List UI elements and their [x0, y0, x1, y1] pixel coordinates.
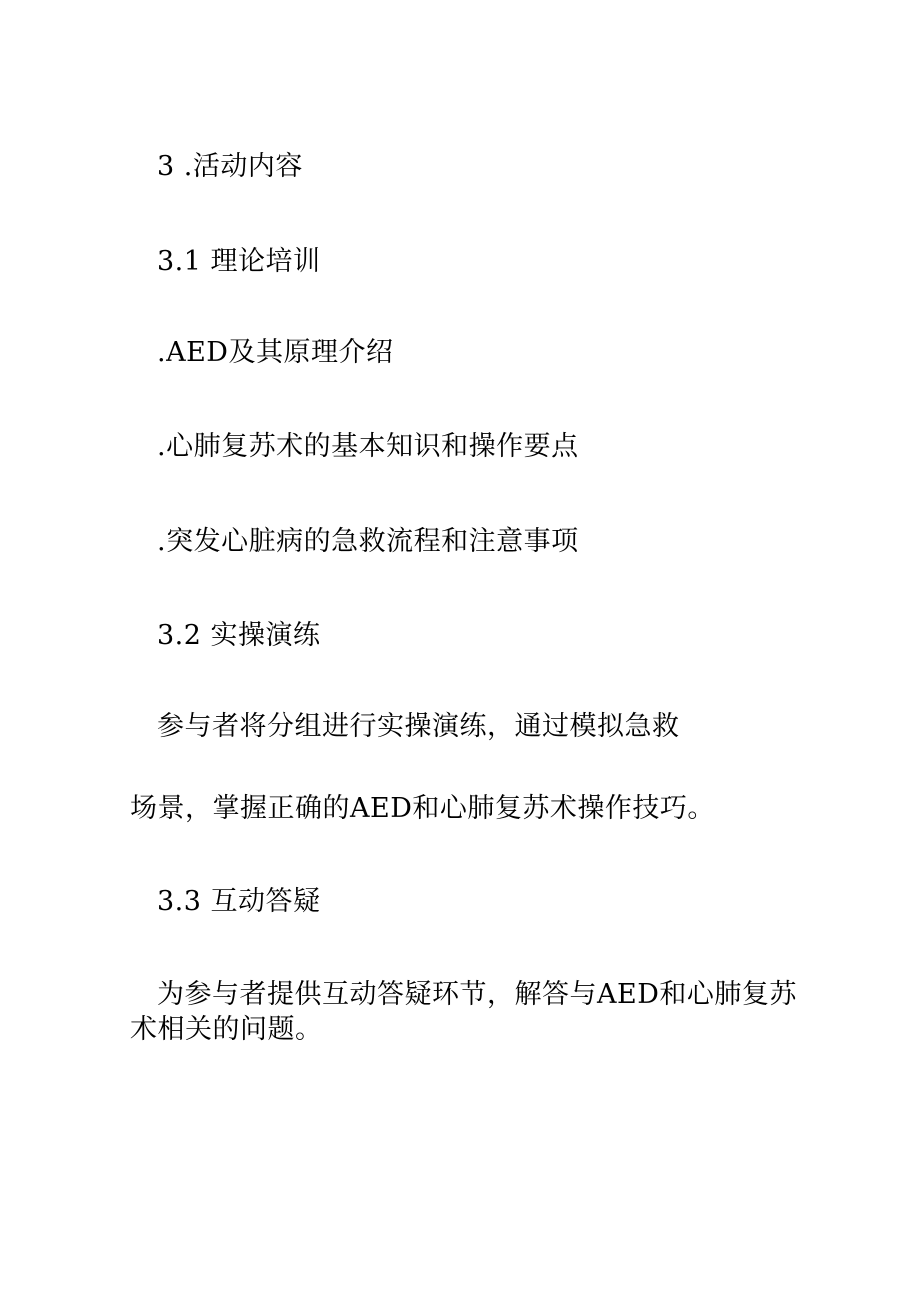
section-3-3-heading: 3.3 互动答疑 [157, 886, 321, 917]
section-3-heading: 3 .活动内容 [157, 151, 303, 182]
paragraph-line: 为参与者提供互动答疑环节，解答与AED和心肺复苏 [157, 979, 797, 1010]
list-item: .心肺复苏术的基本知识和操作要点 [157, 431, 579, 462]
list-item: .AED及其原理介绍 [157, 337, 394, 368]
list-item: .突发心脏病的急救流程和注意事项 [157, 526, 579, 557]
paragraph-line: 场景，掌握正确的AED和心肺复苏术操作技巧。 [130, 793, 715, 824]
section-3-1-heading: 3.1 理论培训 [157, 246, 321, 277]
section-3-2-heading: 3.2 实操演练 [157, 620, 321, 651]
paragraph-line: 术相关的问题。 [130, 1014, 323, 1045]
paragraph-line: 参与者将分组进行实操演练，通过模拟急救 [157, 711, 680, 742]
